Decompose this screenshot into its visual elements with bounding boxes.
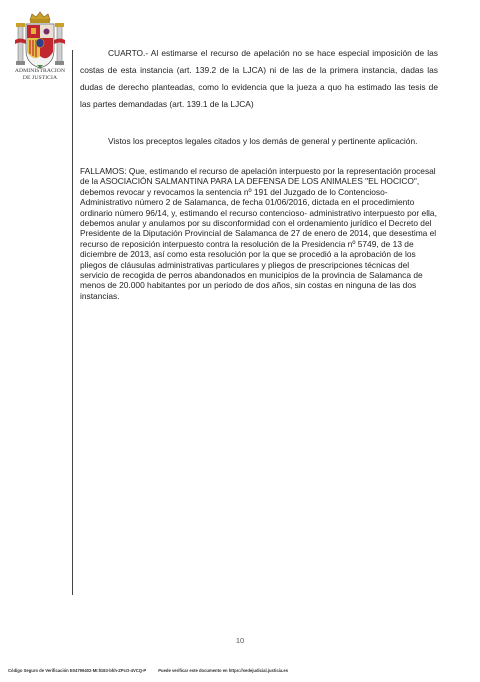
paragraph-fallamos: FALLAMOS: Que, estimando el recurso de apelación interpuesto por la representación procesal de la ASOCIACIÓN SALMANTINA PARA LA DEFENSA DE LOS ANIMALES "EL HOCICO", debemos revocar y revocamos la sentencia nº 191 del Juzgado de lo Contencioso-Administrativo número 2 de Salamanca, de fecha 01/06/2016, dictada en el procedimiento ordinario número 96/14, y, estimando el recurso contencioso- administrativo interpuesto por ella, debemos anular y anulamos por su disconformidad con el ordenamiento jurídico el Decreto del Presidente de la Diputación Provincial de Salamanca de 27 de enero de 2014, que desestima el recurso de reposición interpuesto contra la resolución de la Presidencia nº 5749, de 13 de diciembre de 2013, así como esta resolución por la que se procedió a la aprobación de los pliegos de cláusulas administrativas particulares y pliegos de prescripciones técnicas del servicio de recogida de perros abandonados en municipios de la provincia de Salamanca de menos de 20.000 habitantes por un periodo de dos años, sin costas en ninguna de las dos instancias. — [80, 166, 437, 301]
left-margin-rule — [72, 50, 73, 595]
verification-url-text: Puede verificar este documento en https://sedejudicial.justicia.es — [158, 668, 289, 673]
page-number: 10 — [235, 636, 245, 645]
paragraph-vistos: Vistos los preceptos legales citados y los demás de general y pertinente aplicación. — [108, 136, 418, 146]
coat-of-arms-icon — [14, 10, 66, 76]
org-line-2: DE JUSTICIA — [22, 75, 58, 81]
org-line-1: ADMINISTRACION — [14, 68, 66, 74]
verification-footer — [8, 668, 288, 673]
organization-name — [4, 68, 76, 82]
paragraph-cuarto: CUARTO.- Al estimarse el recurso de apelación no se hace especial imposición de las costas de esta instancia (art. 139.2 de la LJCA) ni de las de la primera instancia, dadas las dudas de derecho planteadas, como lo evidencia que la jueza a quo ha estimado las tesis de las partes demandadas (art. 139.1 de la LJCA) — [80, 48, 438, 109]
verification-code: Código Seguro de Verificación E04799402-MI:lG83-bhh-ZPcO-4VCQ-P — [8, 668, 147, 673]
